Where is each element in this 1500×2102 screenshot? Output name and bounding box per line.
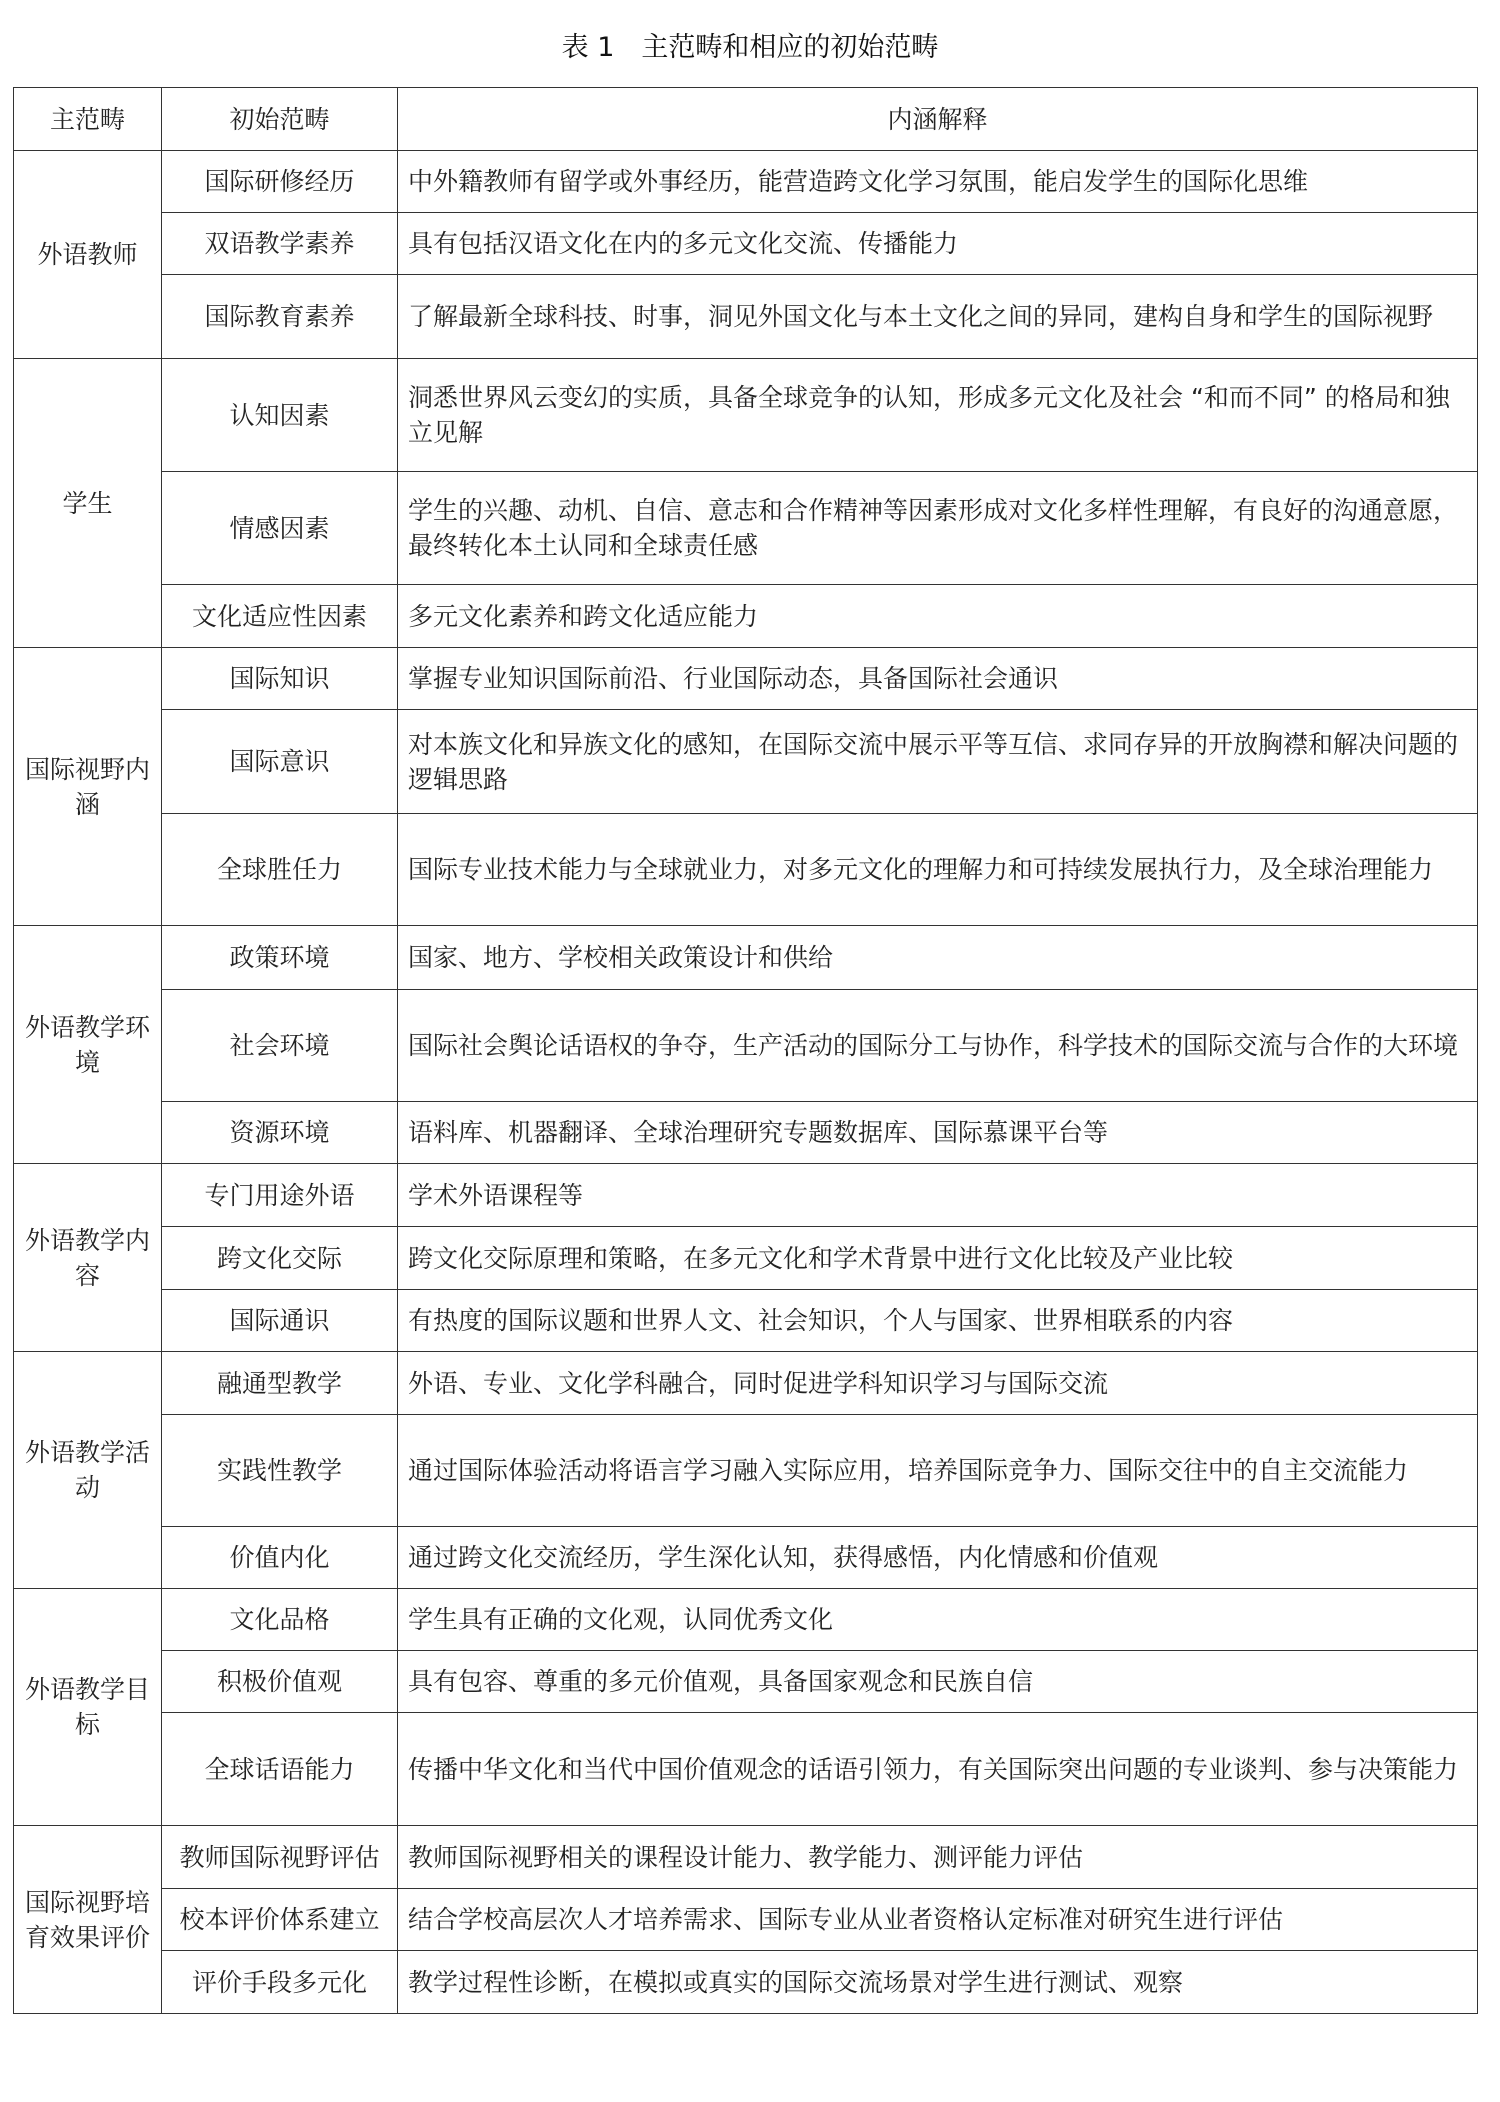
table-row [14, 814, 1478, 926]
initial-category-cell: 国际教育素养 [162, 275, 398, 359]
table-row [14, 213, 1478, 275]
major-category-cell: 外语教学目标 [14, 1589, 162, 1826]
header-initial-category: 初始范畴 [162, 88, 398, 151]
meaning-cell: 通过跨文化交流经历，学生深化认知，获得感悟，内化情感和价值观 [398, 1527, 1478, 1589]
initial-category-cell: 专门用途外语 [162, 1164, 398, 1227]
initial-category-cell: 国际研修经历 [162, 151, 398, 213]
table-row [14, 1527, 1478, 1589]
meaning-cell: 教师国际视野相关的课程设计能力、教学能力、测评能力评估 [398, 1826, 1478, 1889]
meaning-cell: 国家、地方、学校相关政策设计和供给 [398, 926, 1478, 990]
initial-category-cell: 政策环境 [162, 926, 398, 990]
meaning-cell: 学生的兴趣、动机、自信、意志和合作精神等因素形成对文化多样性理解，有良好的沟通意愿，最终转化本土认同和全球责任感 [398, 472, 1478, 585]
meaning-cell: 语料库、机器翻译、全球治理研究专题数据库、国际慕课平台等 [398, 1102, 1478, 1164]
table-row [14, 1415, 1478, 1527]
meaning-cell: 结合学校高层次人才培养需求、国际专业从业者资格认定标准对研究生进行评估 [398, 1889, 1478, 1951]
initial-category-cell: 全球话语能力 [162, 1713, 398, 1826]
table-row [14, 1589, 1478, 1651]
initial-category-cell: 国际意识 [162, 710, 398, 814]
initial-category-cell: 全球胜任力 [162, 814, 398, 926]
meaning-cell: 通过国际体验活动将语言学习融入实际应用，培养国际竞争力、国际交往中的自主交流能力 [398, 1415, 1478, 1527]
category-table [13, 87, 1478, 2014]
meaning-cell: 中外籍教师有留学或外事经历，能营造跨文化学习氛围，能启发学生的国际化思维 [398, 151, 1478, 213]
table-row [14, 648, 1478, 710]
major-category-cell: 学生 [14, 359, 162, 648]
table-row [14, 1826, 1478, 1889]
table-row [14, 359, 1478, 472]
meaning-cell: 跨文化交际原理和策略，在多元文化和学术背景中进行文化比较及产业比较 [398, 1227, 1478, 1290]
major-category-cell: 外语教学环境 [14, 926, 162, 1164]
table-row [14, 1227, 1478, 1290]
table-row [14, 1290, 1478, 1352]
table-row [14, 1951, 1478, 2014]
initial-category-cell: 校本评价体系建立 [162, 1889, 398, 1951]
table-row [14, 926, 1478, 990]
meaning-cell: 国际社会舆论话语权的争夺，生产活动的国际分工与协作，科学技术的国际交流与合作的大环境 [398, 990, 1478, 1102]
header-major-category: 主范畴 [14, 88, 162, 151]
initial-category-cell: 积极价值观 [162, 1651, 398, 1713]
header-meaning: 内涵解释 [398, 88, 1478, 151]
meaning-cell: 学生具有正确的文化观，认同优秀文化 [398, 1589, 1478, 1651]
table-row [14, 1352, 1478, 1415]
meaning-cell: 有热度的国际议题和世界人文、社会知识，个人与国家、世界相联系的内容 [398, 1290, 1478, 1352]
meaning-cell: 洞悉世界风云变幻的实质，具备全球竞争的认知，形成多元文化及社会 “和而不同” 的格局和独立见解 [398, 359, 1478, 472]
table-header-row [14, 88, 1478, 151]
initial-category-cell: 跨文化交际 [162, 1227, 398, 1290]
initial-category-cell: 国际知识 [162, 648, 398, 710]
table-row [14, 472, 1478, 585]
meaning-cell: 多元文化素养和跨文化适应能力 [398, 585, 1478, 648]
major-category-cell: 外语教学活动 [14, 1352, 162, 1589]
initial-category-cell: 国际通识 [162, 1290, 398, 1352]
table-row [14, 151, 1478, 213]
initial-category-cell: 实践性教学 [162, 1415, 398, 1527]
meaning-cell: 具有包括汉语文化在内的多元文化交流、传播能力 [398, 213, 1478, 275]
table-row [14, 585, 1478, 648]
initial-category-cell: 文化适应性因素 [162, 585, 398, 648]
table-row [14, 275, 1478, 359]
initial-category-cell: 价值内化 [162, 1527, 398, 1589]
table-caption: 表 1 主范畴和相应的初始范畴 [561, 32, 939, 63]
table-row [14, 710, 1478, 814]
initial-category-cell: 教师国际视野评估 [162, 1826, 398, 1889]
initial-category-cell: 认知因素 [162, 359, 398, 472]
table-row [14, 1713, 1478, 1826]
meaning-cell: 教学过程性诊断，在模拟或真实的国际交流场景对学生进行测试、观察 [398, 1951, 1478, 2014]
meaning-cell: 具有包容、尊重的多元价值观，具备国家观念和民族自信 [398, 1651, 1478, 1713]
initial-category-cell: 评价手段多元化 [162, 1951, 398, 2014]
initial-category-cell: 融通型教学 [162, 1352, 398, 1415]
initial-category-cell: 社会环境 [162, 990, 398, 1102]
meaning-cell: 对本族文化和异族文化的感知，在国际交流中展示平等互信、求同存异的开放胸襟和解决问题的逻辑思路 [398, 710, 1478, 814]
meaning-cell: 国际专业技术能力与全球就业力，对多元文化的理解力和可持续发展执行力，及全球治理能力 [398, 814, 1478, 926]
initial-category-cell: 文化品格 [162, 1589, 398, 1651]
major-category-cell: 国际视野培育效果评价 [14, 1826, 162, 2014]
table-row [14, 1102, 1478, 1164]
initial-category-cell: 资源环境 [162, 1102, 398, 1164]
meaning-cell: 传播中华文化和当代中国价值观念的话语引领力，有关国际突出问题的专业谈判、参与决策能力 [398, 1713, 1478, 1826]
meaning-cell: 外语、专业、文化学科融合，同时促进学科知识学习与国际交流 [398, 1352, 1478, 1415]
meaning-cell: 掌握专业知识国际前沿、行业国际动态，具备国际社会通识 [398, 648, 1478, 710]
meaning-cell: 了解最新全球科技、时事，洞见外国文化与本土文化之间的异同，建构自身和学生的国际视野 [398, 275, 1478, 359]
table-row [14, 1651, 1478, 1713]
initial-category-cell: 情感因素 [162, 472, 398, 585]
major-category-cell: 外语教师 [14, 151, 162, 359]
initial-category-cell: 双语教学素养 [162, 213, 398, 275]
meaning-cell: 学术外语课程等 [398, 1164, 1478, 1227]
table-row [14, 1164, 1478, 1227]
major-category-cell: 外语教学内容 [14, 1164, 162, 1352]
table-row [14, 990, 1478, 1102]
table-row [14, 1889, 1478, 1951]
major-category-cell: 国际视野内涵 [14, 648, 162, 926]
